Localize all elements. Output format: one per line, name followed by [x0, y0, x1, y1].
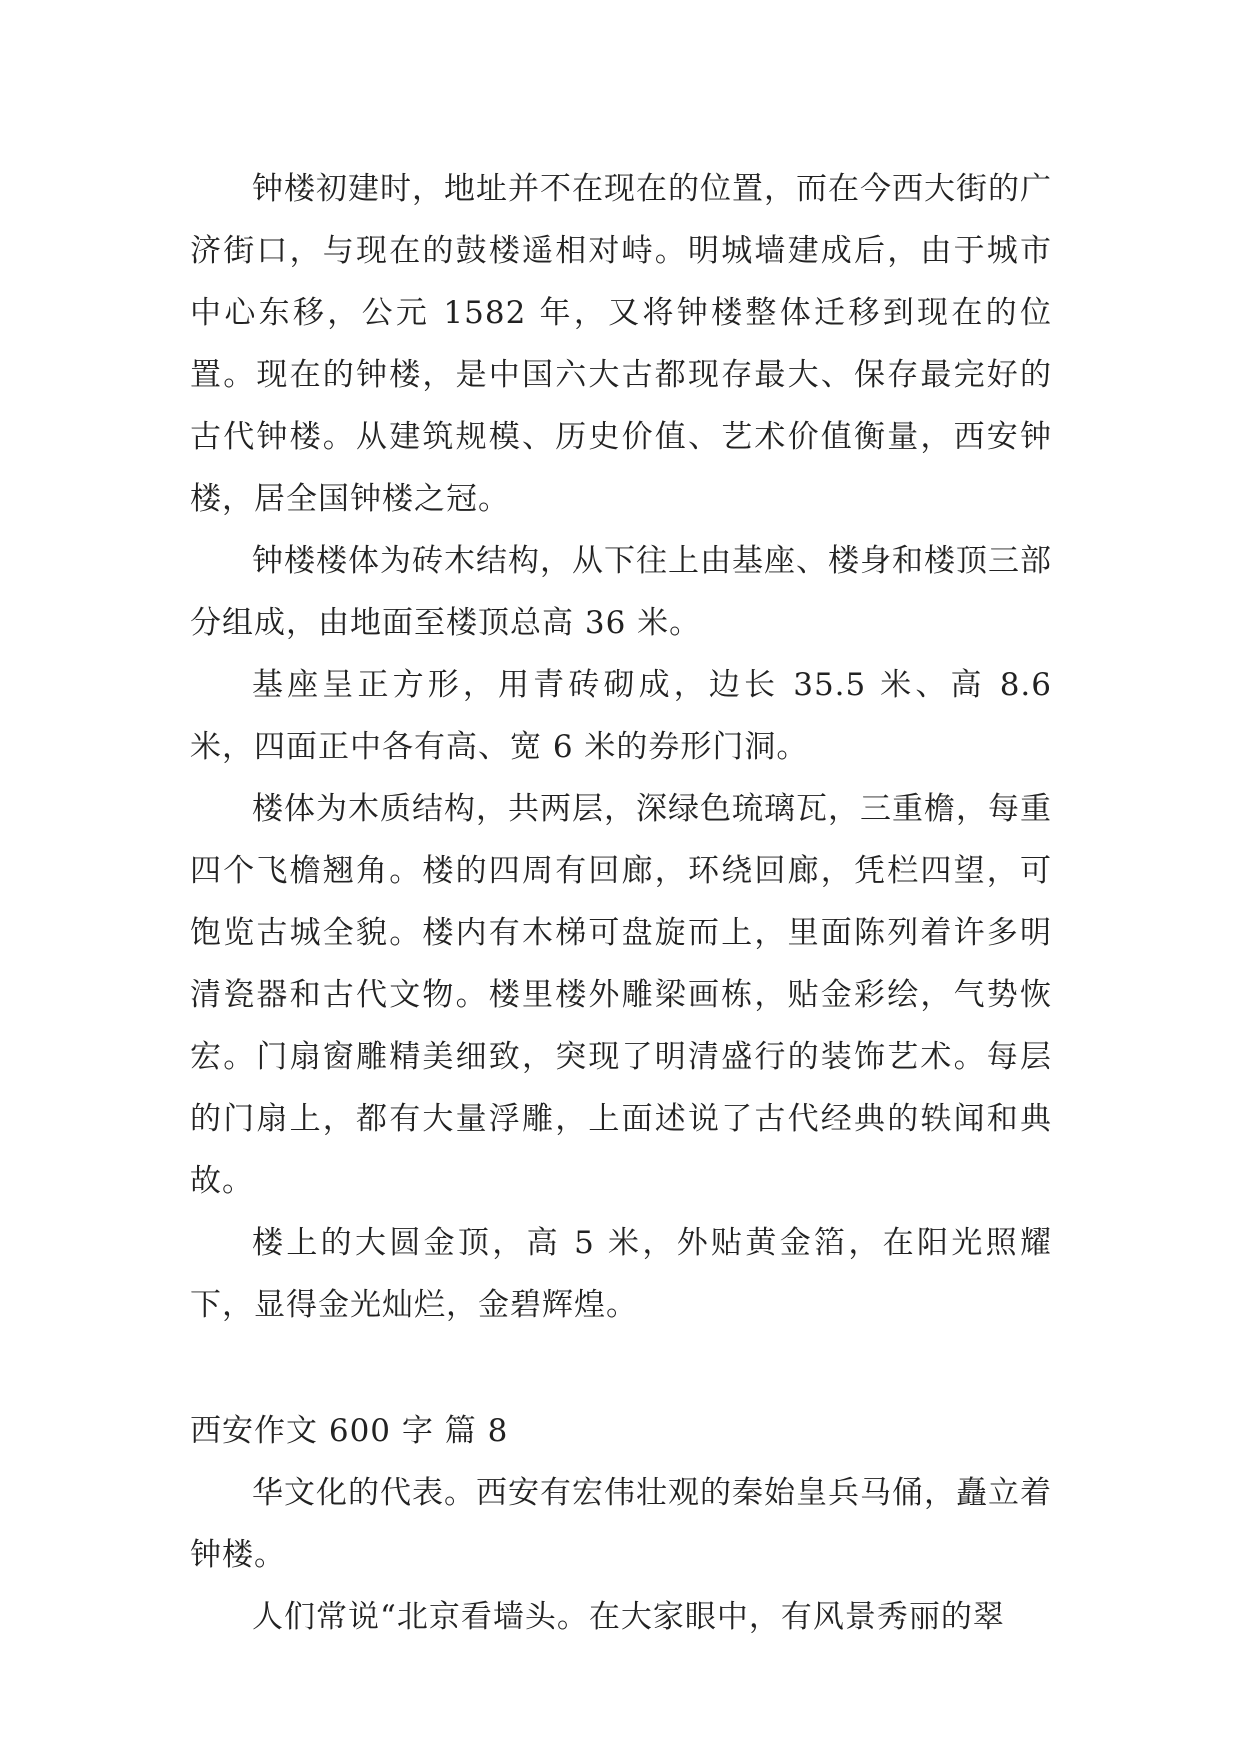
paragraph-people-say: 人们常说“北京看墙头。在大家眼中，有风景秀丽的翠 — [252, 1599, 1005, 1635]
paragraph-golden-top: 楼上的大圆金顶，高 5 米，外贴黄金箔，在阳光照耀下，显得金光灿烂，金碧辉煌。 — [190, 1225, 1052, 1323]
paragraph-bell-tower-history: 钟楼初建时，地址并不在现在的位置，而在今西大街的广济街口，与现在的鼓楼遥相对峙。明城墙建成后，由于城市中心东移，公元 1582 年，又将钟楼整体迁移到现在的位置。现在的钟楼，是中国六大古都现存最大、保存最完好的古代钟楼。从建筑规模、历史价值、艺术价值衡量，西安钟楼，居全国钟楼之冠。 — [190, 171, 1052, 517]
paragraph-bell-tower-structure: 钟楼楼体为砖木结构，从下往上由基座、楼身和楼顶三部分组成，由地面至楼顶总高 36 米。 — [190, 543, 1052, 641]
body-text — [190, 158, 1052, 1648]
paragraph-base: 基座呈正方形，用青砖砌成，边长 35.5 米、高 8.6 米，四面正中各有高、宽 6 米的券形门洞。 — [190, 667, 1052, 765]
section-heading: 西安作文 600 字 篇 8 — [190, 1413, 509, 1449]
paragraph-xian-culture: 华文化的代表。西安有宏伟壮观的秦始皇兵马俑，矗立着钟楼。 — [190, 1475, 1052, 1573]
paragraph-tower-body: 楼体为木质结构，共两层，深绿色琉璃瓦，三重檐，每重四个飞檐翘角。楼的四周有回廊，环绕回廊，凭栏四望，可饱览古城全貌。楼内有木梯可盘旋而上，里面陈列着许多明清瓷器和古代文物。楼里楼外雕梁画栋，贴金彩绘，气势恢宏。门扇窗雕精美细致，突现了明清盛行的装饰艺术。每层的门扇上，都有大量浮雕，上面述说了古代经典的轶闻和典故。 — [190, 791, 1052, 1199]
